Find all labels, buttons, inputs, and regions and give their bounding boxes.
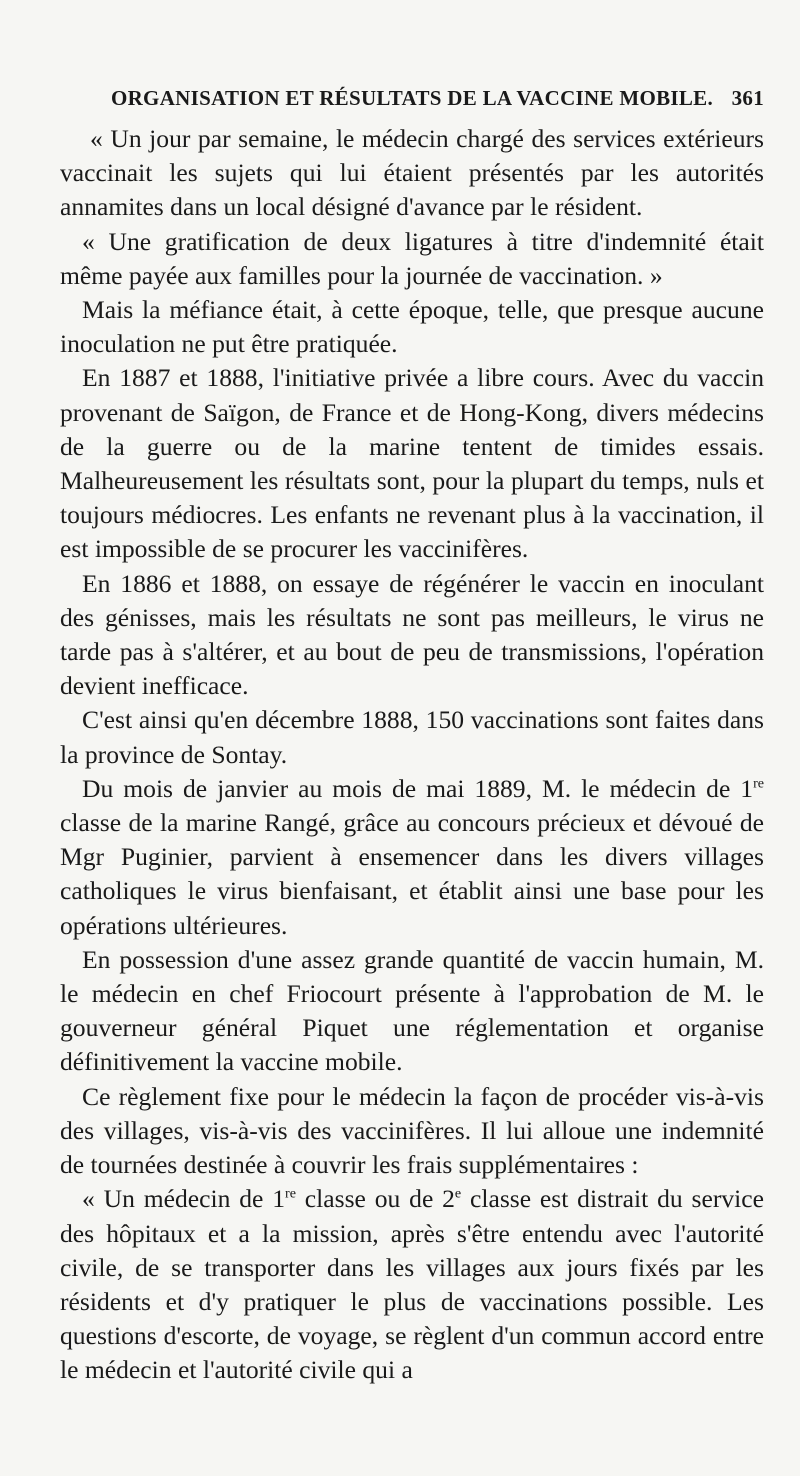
paragraph [60, 1182, 764, 1387]
text-span: classe ou de 2 [295, 1184, 455, 1214]
paragraph: « Un jour par semaine, le médecin chargé des services extérieurs vaccinait les sujets qui lui étaient présentés par les autorités annamites dans un local désigné d'avance par le résident. [60, 124, 764, 222]
paragraph: « Une gratification de deux ligatures à titre d'indemnité était même payée aux familles pour la journée de vaccination. » [60, 226, 764, 290]
running-head-title: ORGANISATION ET RÉSULTATS DE LA VACCINE MOBILE. [110, 86, 714, 110]
paragraph: Mais la méfiance était, à cette époque, telle, que presque aucune inoculation ne put être pratiquée. [60, 295, 764, 359]
ordinal-superscript: re [285, 1185, 296, 1202]
text-span: Du mois de janvier au mois de mai 1889, M. le médecin de 1 [82, 773, 754, 803]
paragraph: En possession d'une assez grande quantité de vaccin humain, M. le médecin en chef Friocourt présente à l'approbation de M. le gouverneur général Piquet une réglementation et organise définitivement la vaccine mobile. [60, 944, 764, 1077]
text-span: classe est distrait du service des hôpitaux et a la mission, après s'être entendu avec l'autorité civile, de se transporter dans les villages aux jours fixés par les résidents et d'y pratiquer le plus de vaccinations possible. Les questions d'escorte, de voyage, se règlent d'un commun accord entre le médecin et l'autorité civile qui a [60, 1184, 764, 1385]
page-number: 361 [731, 86, 764, 110]
body-text [60, 122, 764, 1388]
paragraph: En 1887 et 1888, l'initiative privée a libre cours. Avec du vaccin provenant de Saïgon, de France et de Hong-Kong, divers médecins de la guerre ou de la marine tentent de timides essais. Malheureusement les résultats sont, pour la plupart du temps, nuls et toujours médiocres. Les enfants ne revenant plus à la vaccination, il est impossible de se procurer les vaccinifères. [60, 363, 764, 564]
ordinal-superscript: re [753, 775, 764, 792]
paragraph: Ce règlement fixe pour le médecin la façon de procéder vis-à-vis des villages, vis-à-vis des vaccinifères. Il lui alloue une indemnité de tournées destinée à couvrir les frais supplémentaires : [60, 1081, 764, 1180]
running-head [60, 78, 764, 122]
text-span: classe de la marine Rangé, grâce au concours précieux et dévoué de Mgr Puginier, parvient à ensemencer dans les divers villages catholiques le virus bienfaisant, et établit ainsi une base pour les opérations ultérieures. [60, 808, 764, 940]
text-span: « Un médecin de 1 [82, 1184, 286, 1214]
paragraph: En 1886 et 1888, on essaye de régénérer le vaccin en inoculant des génisses, mais les résultats ne sont pas meilleurs, le virus ne tarde pas à s'altérer, et au bout de peu de transmissions, l'opération devient inefficace. [60, 568, 764, 701]
paragraph: C'est ainsi qu'en décembre 1888, 150 vaccinations sont faites dans la province de Sontay. [60, 705, 764, 769]
page [60, 78, 764, 1388]
ordinal-superscript: e [454, 1185, 462, 1202]
paragraph [60, 772, 764, 943]
